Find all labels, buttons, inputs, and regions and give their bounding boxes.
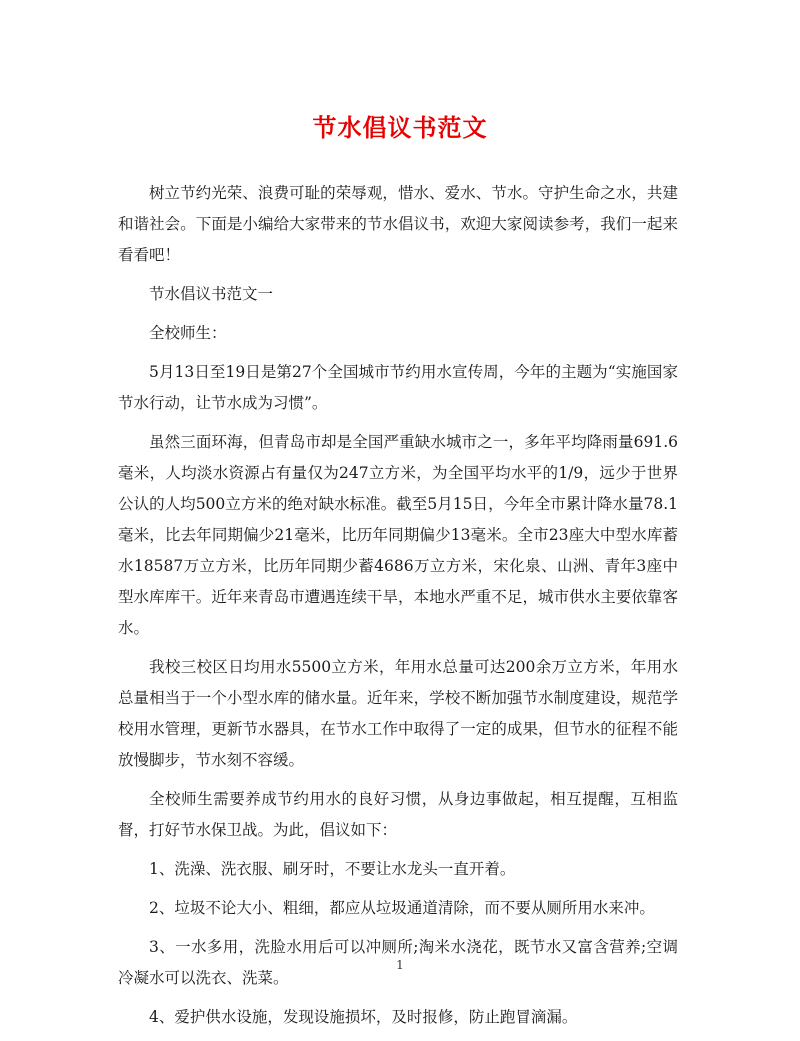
document-body: [118, 178, 678, 1041]
list-item: 1、洗澡、洗衣服、刷牙时，不要让水龙头一直开着。: [149, 860, 516, 878]
page-number: 1: [396, 958, 404, 972]
intro-paragraph: 树立节约光荣、浪费可耻的荣辱观，惜水、爱水、节水。守护生命之水，共建和谐社会。下面是小编给大家带来的节水倡议书，欢迎大家阅读参考，我们一起来看看吧！: [118, 184, 678, 264]
section-heading: 节水倡议书范文一: [149, 285, 274, 303]
salutation: 全校师生：: [149, 324, 227, 342]
list-item: 4、爱护供水设施，发现设施损坏，及时报修，防止跑冒滴漏。: [149, 1008, 578, 1026]
document-title: 节水倡议书范文: [312, 113, 488, 142]
body-paragraph: 虽然三面环海，但青岛市却是全国严重缺水城市之一，多年平均降雨量691.6毫米，人均淡水资源占有量仅为247立方米，为全国平均水平的1/9，远少于世界公认的人均500立方米的绝对缺水标准。截至5月15日，今年全市累计降水量78.1毫米，比去年同期偏少21毫米，比历年同期偏少13毫米。全市23座大中型水库蓄水18587万立方米，比历年同期少蓄4686万立方米，宋化泉、山洲、青年3座中型水库库干。近年来青岛市遭遇连续干旱，本地水严重不足，城市供水主要依靠客水。: [118, 433, 678, 637]
body-paragraph: 全校师生需要养成节约用水的良好习惯，从身边事做起，相互提醒，互相监督，打好节水保卫战。为此，倡议如下：: [118, 790, 678, 839]
body-paragraph: 5月13日至19日是第27个全国城市节约用水宣传周，今年的主题为“实施国家节水行动，让节水成为习惯”。: [118, 363, 678, 412]
body-paragraph: 我校三校区日均用水5500立方米，年用水总量可达200余万立方米，年用水总量相当于一个小型水库的储水量。近年来，学校不断加强节水制度建设，规范学校用水管理，更新节水器具，在节水工作中取得了一定的成果，但节水的征程不能放慢脚步，节水刻不容缓。: [118, 658, 678, 769]
list-item: 3、一水多用，洗脸水用后可以冲厕所;淘米水浇花，既节水又富含营养;空调冷凝水可以洗衣、洗菜。: [118, 938, 678, 987]
list-item: 2、垃圾不论大小、粗细，都应从垃圾通道清除，而不要从厕所用水来冲。: [149, 899, 655, 917]
